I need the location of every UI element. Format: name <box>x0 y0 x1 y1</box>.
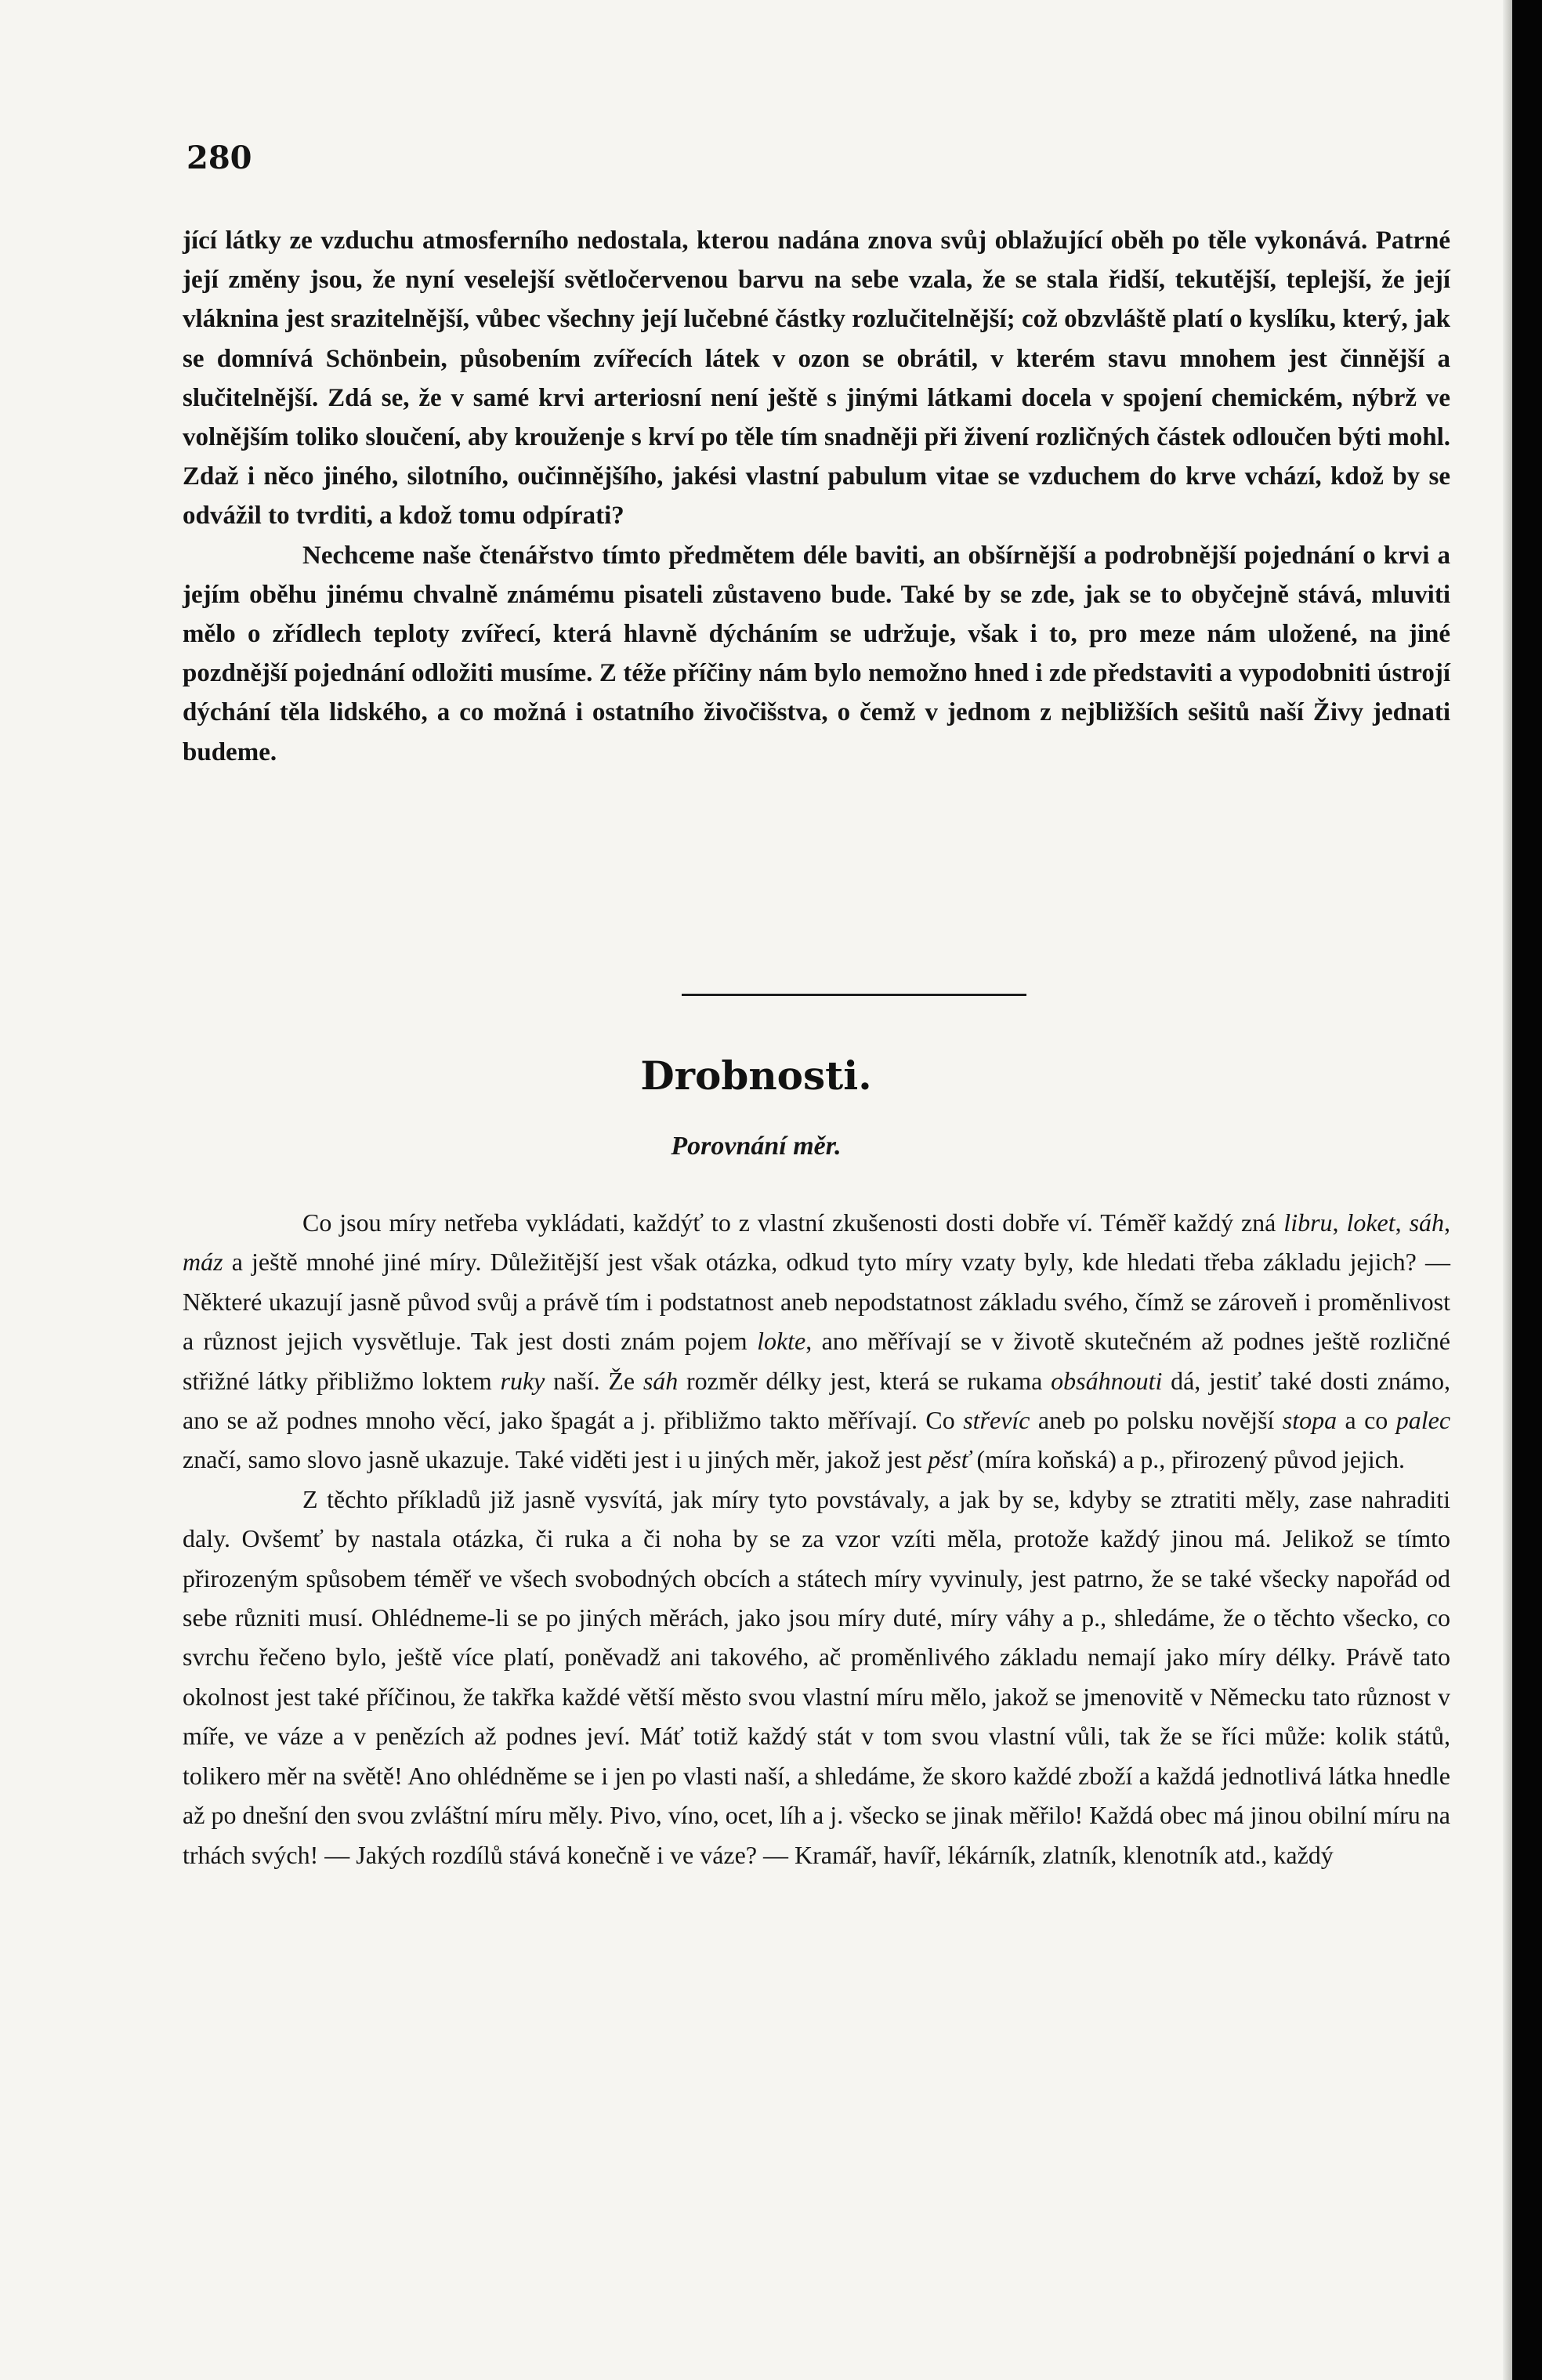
emphasis: loket <box>1346 1208 1395 1237</box>
text-run: Co jsou míry netřeba vykládati, každýť to z vlastní zkušenosti dosti dobře ví. Téměř každý zná <box>302 1208 1284 1237</box>
paragraph: jící látky ze vzduchu atmosferního nedostala, kterou nadána znova svůj oblažující oběh po těle vykonává. Patrné její změny jsou, že nyní veselejší světločervenou barvu na sebe vzala, že se stala řidší, tekutější, teplejší, že její vláknina jest srazitelnější, vůbec všechny její lučebné částky rozlučitelnější; což obzvláště platí o kyslíku, který, jak se domnívá Schönbein, působením zvířecích látek v ozon se obrátil, v kterém stavu mnohem jest činnější a slučitelnější. Zdá se, že v samé krvi arteriosní není ještě s jinými látkami docela v spojení chemickém, nýbrž ve volnějším toliko sloučení, aby krouženje s krví po těle tím snadněji při živení rozličných částek odloučen býti mohl. Zdaž i něco jiného, silotního, oučinnějšího, jakési vlastní pabulum vitae se vzduchem do krve vchází, kdož by se odvážil to tvrditi, a kdož tomu odpírati? <box>183 226 1450 531</box>
text-run: (míra koňská) a p., přirozený původ jejich. <box>970 1445 1405 1474</box>
emphasis: sáh <box>642 1366 679 1395</box>
text-run: a co <box>1337 1406 1396 1435</box>
section-divider <box>682 994 1026 996</box>
text-run: značí, samo slovo jasně ukazuje. Také viděti jest i u jiných měr, jakož jest <box>183 1445 928 1474</box>
text-run: aneb po polsku novější <box>1030 1406 1283 1435</box>
emphasis: pěsť <box>928 1445 971 1474</box>
text-run: , ano měřívají se v životě skutečném až podnes ještě rozličné střižné látky přibližmo loktem <box>183 1327 1451 1395</box>
paragraph: Nechceme naše čtenářstvo tímto předmětem déle baviti, an obšírnější a podrobnější pojednání o krvi a jejím oběhu jinému chvalně známému pisateli zůstaveno bude. Také by se zde, jak se to obyčejně stává, mluviti mělo o zřídlech teploty zvířecí, která hlavně dýcháním se udržuje, však i to, pro meze nám uložené, na jiné pozdnější pojednání odložiti musíme. Z téže příčiny nám bylo nemožno hned i zde představiti a vypodobniti ústrojí dýchání těla lidského, a co možná i ostatního živočišstva, o čemž v jednom z nejbližších sešitů naší Živy jednati budeme. <box>183 541 1450 766</box>
text-run: rozměr délky jest, která se rukama <box>678 1366 1052 1395</box>
drobnosti-body <box>183 1203 1450 1875</box>
emphasis: stopa <box>1282 1406 1337 1435</box>
text-run: , <box>1332 1208 1347 1237</box>
scan-border <box>1512 0 1542 2380</box>
text-run: a ještě mnohé jiné míry. Důležitější jest však otázka, odkud tyto míry vzaty byly, kde hledati třeba základu jejich? — Některé ukazují jasně původ svůj a právě tím i podstatnost aneb nepodstatnost základu svého, čímž se zároveň i proměnlivost a různost jejich vysvětluje. Tak jest dosti znám pojem <box>183 1248 1450 1356</box>
emphasis: libru <box>1283 1208 1333 1237</box>
paragraph: Z těchto příkladů již jasně vysvítá, jak míry tyto povstávaly, a jak by se, kdyby se ztratiti měly, zase nahraditi daly. Ovšemť by nastala otázka, či ruka a či noha by se za vzor vzíti měla, protože každý jinou má. Jelikož se tímto přirozeným spůsobem téměř ve všech svobodných obcích a státech míry vyvinuly, jest patrno, že se také všecky napořád od sebe různiti musí. Ohlédneme-li se po jiných měrách, jako jsou míry duté, míry váhy a p., shledáme, že o těchto všecko, co svrchu řečeno bylo, ještě více platí, poněvadž ani takového, ač proměnlivého základu nemají jako míry délky. Právě tato okolnost jest také příčinou, že takřka každé větší město svou vlastní míru mělo, jakož se jmenovitě v Německu tato různost v míře, ve váze a v penězích až podnes jeví. Máť totiž každý stát v tom svou vlastní vůli, tak že se říci může: kolik států, tolikero měr na světě! Ano ohlédněme se i jen po vlasti naší, a shledáme, že skoro každé zboží a každá jednotlivá látka hnedle až po dnešní den svou zvláštní míru měly. Pivo, víno, ocet, líh a j. všecko se jinak měřilo! Každá obec má jinou obilní míru na trhách svých! — Jakých rozdílů stává konečně i ve váze? — Kramář, havíř, lékárník, zlatník, klenotník atd., každý <box>183 1484 1450 1869</box>
emphasis: máz <box>183 1248 223 1277</box>
text-run: , <box>1444 1208 1451 1237</box>
paragraph <box>183 1203 1450 1480</box>
section-title: Drobnosti. <box>640 1052 872 1099</box>
page-number: 280 <box>186 139 252 176</box>
emphasis: palec <box>1395 1406 1451 1435</box>
section-subtitle: Porovnání měr. <box>671 1132 842 1161</box>
page-edge <box>1503 0 1512 2380</box>
text-run: dá, jestiť také dosti známo, ano se až podnes mnoho věcí, jako špagát a j. přibližmo takto měřívají. Co <box>183 1366 1451 1435</box>
emphasis: sáh <box>1409 1208 1445 1237</box>
emphasis: obsáhnouti <box>1051 1366 1163 1395</box>
article-continuation <box>183 221 1450 772</box>
emphasis: lokte <box>757 1327 806 1356</box>
text-run: , <box>1395 1208 1410 1237</box>
emphasis: střevíc <box>963 1406 1030 1435</box>
emphasis: ruky <box>500 1366 545 1395</box>
text-run: naší. Že <box>545 1366 643 1395</box>
